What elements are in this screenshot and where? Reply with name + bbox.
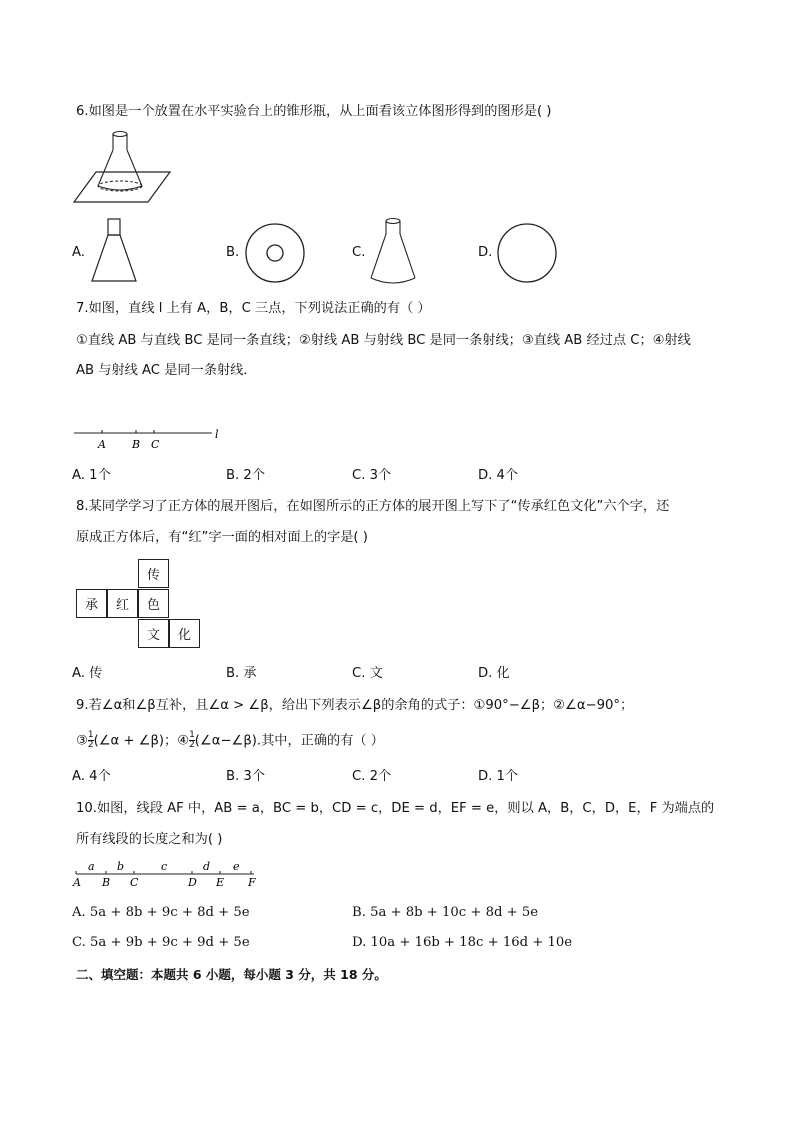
q8-option-c: C. 文 <box>352 666 383 681</box>
q10-point-c-label: C <box>130 876 139 889</box>
q6-option-b-label: B. <box>226 245 240 260</box>
q10-seg-b-label: b <box>117 860 125 873</box>
q7-statement-line1: ①直线 AB 与直线 BC 是同一条直线；②射线 AB 与射线 BC 是同一条射线；③直线 AB 经过点 C；④射线 <box>76 333 691 348</box>
q7-option-b: B. 2个 <box>226 468 266 483</box>
q10-stem-line2: 所有线段的长度之和为( ) <box>76 832 223 847</box>
q10-seg-d-label: d <box>203 860 211 873</box>
q7-point-b-label: B <box>132 438 141 451</box>
q10-point-d-label: D <box>188 876 197 889</box>
net-cell-se: 色 <box>138 589 169 618</box>
net-cell-chuan: 传 <box>138 559 169 588</box>
q10-point-b-label: B <box>102 876 111 889</box>
q7-point-c-label: C <box>151 438 160 451</box>
q10-point-a-label: A <box>73 876 81 889</box>
q7-option-a: A. 1个 <box>72 468 111 483</box>
q6-option-b-figure <box>244 222 306 284</box>
q9-choice4-expr: (∠α−∠β).其中，正确的有（ ） <box>194 733 384 749</box>
q10-option-d: D. 10a + 16b + 18c + 16d + 10e <box>352 935 573 950</box>
q7-option-c: C. 3个 <box>352 468 392 483</box>
q8-stem-line2: 原成正方体后，有“红”字一面的相对面上的字是( ) <box>76 530 368 545</box>
q6-option-c-label: C. <box>352 245 366 260</box>
q9-option-a: A. 4个 <box>72 769 111 784</box>
q10-segment-figure <box>74 860 264 890</box>
q9-choice3-marker: ③ <box>76 733 88 749</box>
q9-option-c: C. 2个 <box>352 769 392 784</box>
q8-cube-net <box>76 559 202 651</box>
q10-seg-a-label: a <box>88 860 95 873</box>
q8-option-b: B. 承 <box>226 666 257 681</box>
q6-option-d-label: D. <box>478 245 493 260</box>
q9-option-d: D. 1个 <box>478 769 519 784</box>
q10-point-e-label: E <box>216 876 225 889</box>
q8-option-d: D. 化 <box>478 666 510 681</box>
q6-option-c-figure <box>368 216 418 286</box>
q9-stem-line1: 9.若∠α和∠β互补，且∠α > ∠β，给出下列表示∠β的余角的式子：①90°−∠β；②∠α−90°； <box>76 698 634 713</box>
q7-line-l-label: l <box>215 428 219 441</box>
section-2-heading: 二、填空题：本题共 6 小题，每小题 3 分，共 18 分。 <box>76 967 387 982</box>
q10-point-f-label: F <box>248 876 256 889</box>
q10-option-c: C. 5a + 9b + 9c + 9d + 5e <box>72 935 250 950</box>
q10-option-a: A. 5a + 8b + 9c + 8d + 5e <box>72 905 250 920</box>
q6-option-d-figure <box>496 222 558 284</box>
net-cell-hua: 化 <box>169 619 200 648</box>
q10-option-b: B. 5a + 8b + 10c + 8d + 5e <box>352 905 539 920</box>
q7-stem: 7.如图，直线 l 上有 A，B，C 三点，下列说法正确的有（ ） <box>76 301 431 316</box>
net-cell-cheng: 承 <box>76 589 107 618</box>
q9-option-b: B. 3个 <box>226 769 266 784</box>
q9-stem-line2 <box>76 731 384 751</box>
q6-option-a-figure <box>88 218 140 284</box>
q7-point-a-label: A <box>98 438 106 451</box>
net-cell-wen: 文 <box>138 619 169 648</box>
q6-stem: 6.如图是一个放置在水平实验台上的锥形瓶，从上面看该立体图形得到的图形是( ) <box>76 104 552 119</box>
net-cell-hong: 红 <box>107 589 138 618</box>
q9-choice3-expr: (∠α + ∠β)；④ <box>93 733 190 749</box>
q6-figure-flask-on-table <box>74 128 174 204</box>
q9-fraction-half-2: $\frac{1}{2}$ <box>189 730 195 750</box>
q6-option-a-label: A. <box>72 245 85 260</box>
q10-seg-e-label: e <box>233 860 240 873</box>
q8-option-a: A. 传 <box>72 666 103 681</box>
q10-seg-c-label: c <box>161 860 168 873</box>
q10-stem-line1: 10.如图，线段 AF 中，AB = a，BC = b，CD = c，DE = d，EF = e，则以 A，B，C，D，E，F 为端点的 <box>76 801 715 816</box>
q7-option-d: D. 4个 <box>478 468 519 483</box>
q8-stem-line1: 8.某同学学习了正方体的展开图后，在如图所示的正方体的展开图上写下了“传承红色文化”六个字，还 <box>76 499 670 514</box>
q7-line-figure <box>74 424 224 454</box>
q7-statement-line2: AB 与射线 AC 是同一条射线． <box>76 363 257 378</box>
q9-fraction-half-1: $\frac{1}{2}$ <box>87 730 94 750</box>
